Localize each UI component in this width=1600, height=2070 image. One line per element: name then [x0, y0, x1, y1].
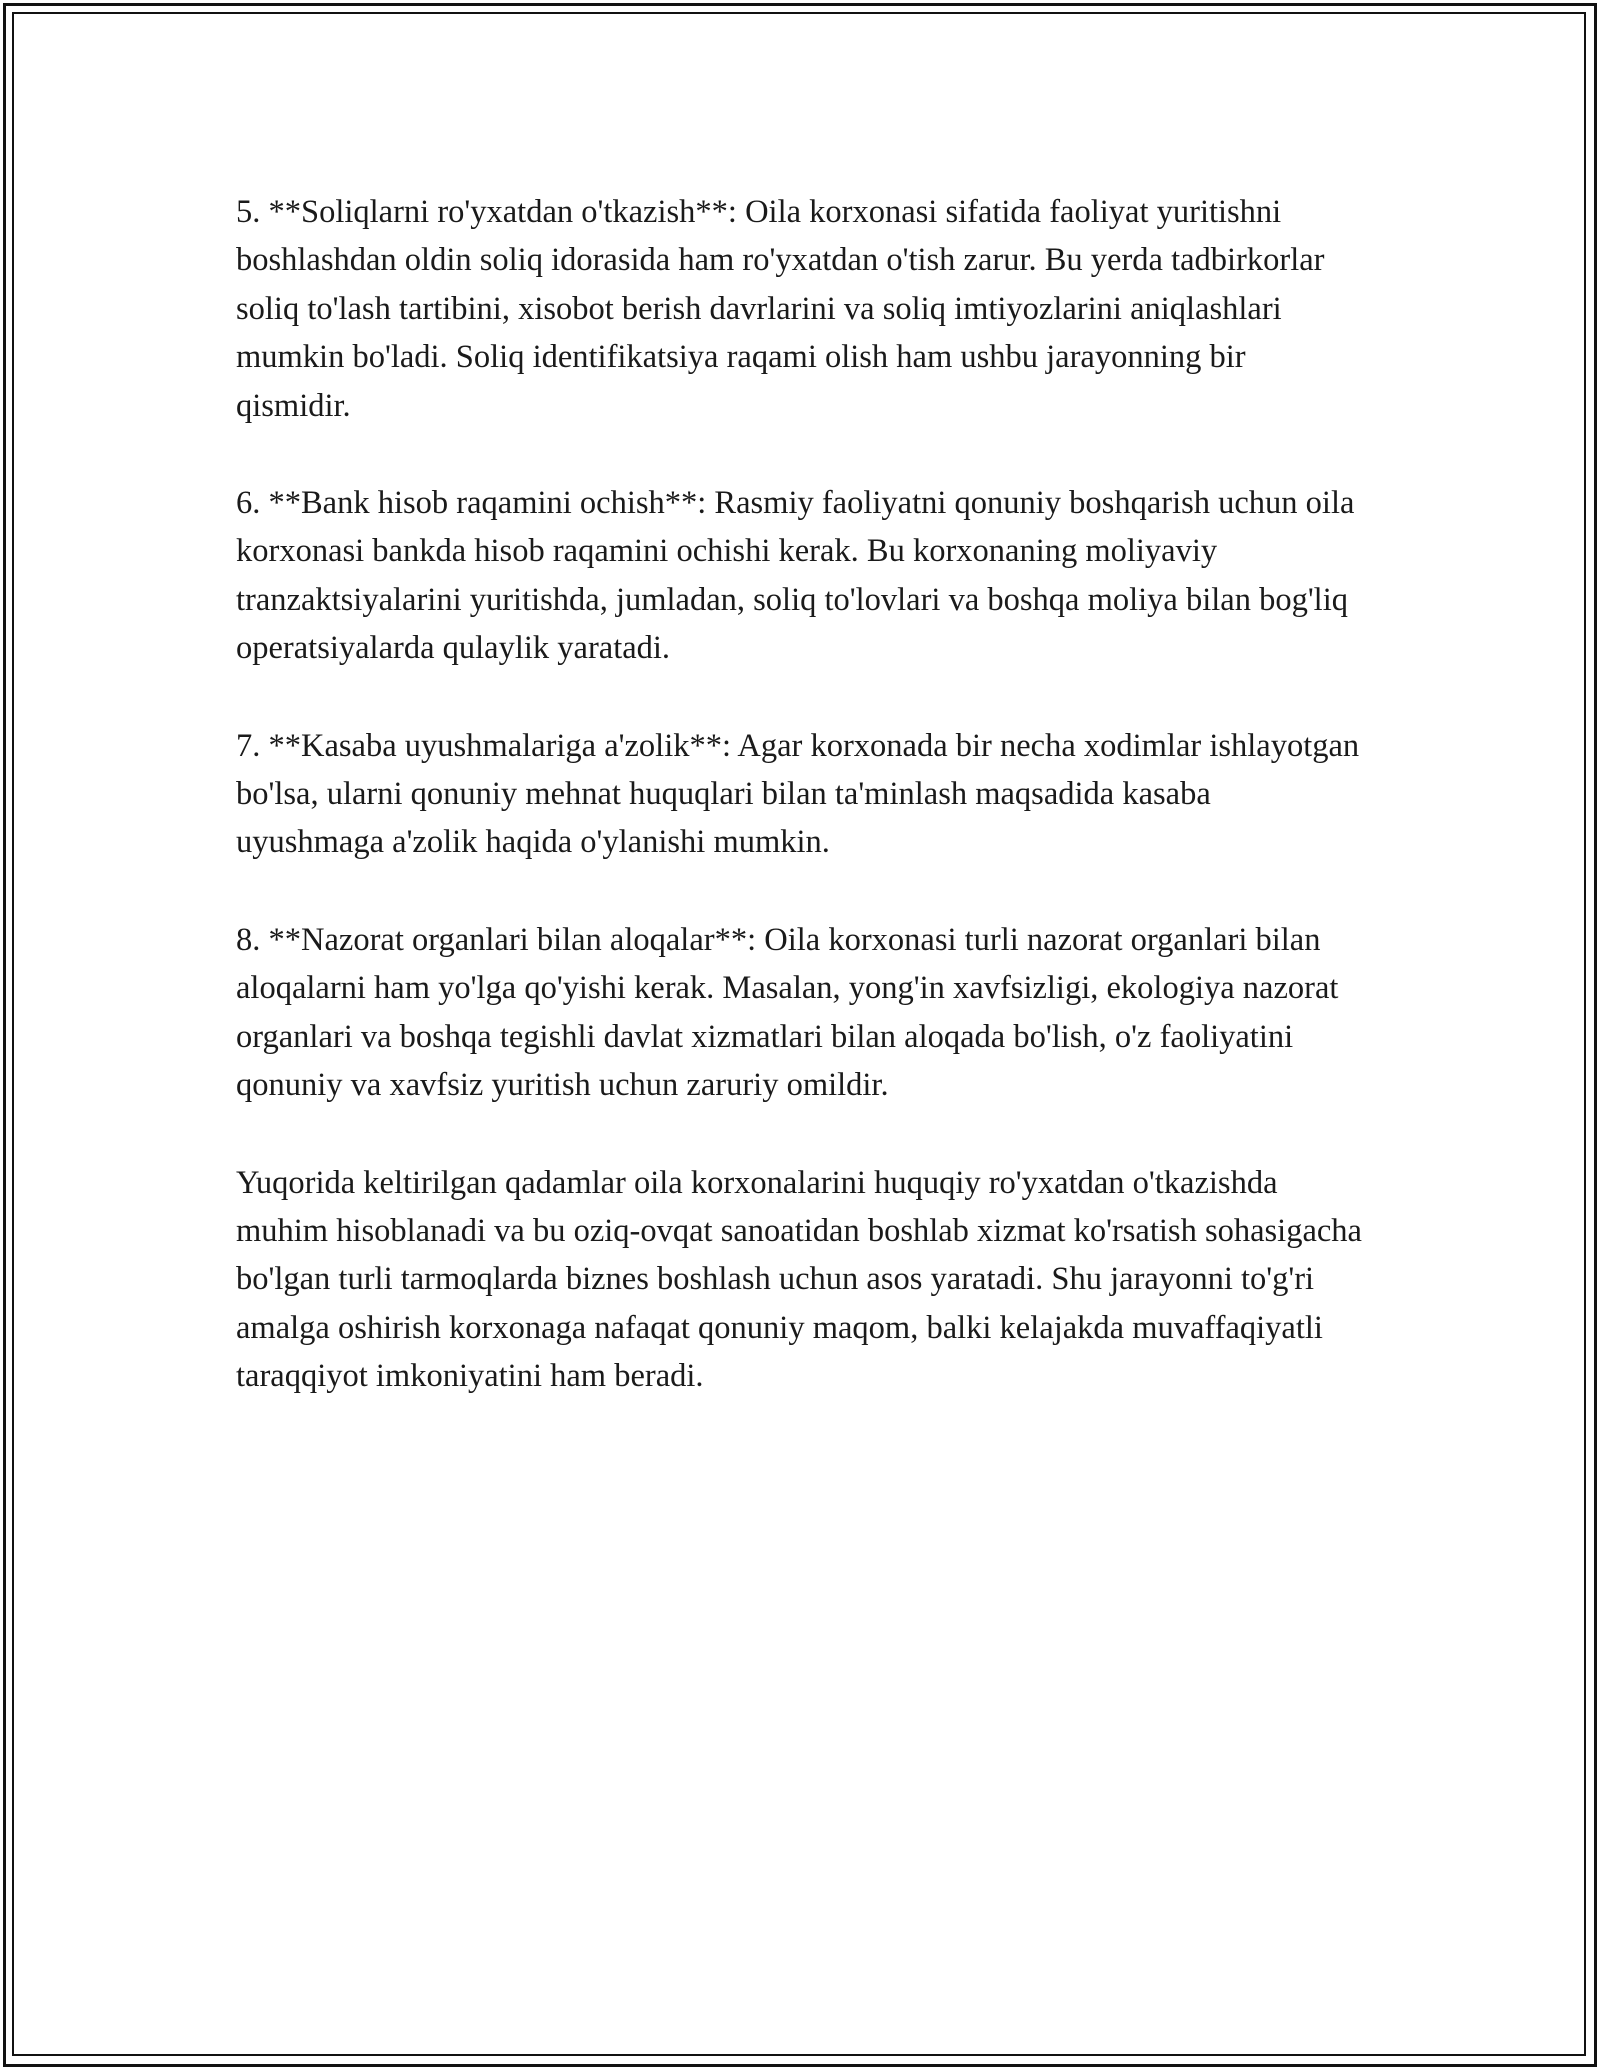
paragraph-trade-union: 7. **Kasaba uyushmalariga a'zolik**: Agar korxonada bir necha xodimlar ishlayotgan bo'lsa, ularni qonuniy mehnat huquqlari bilan ta'minlash maqsadida kasaba uyushmaga a'zolik haqida o'ylanishi mumkin.: [236, 727, 1360, 861]
paragraph-tax-registration: 5. **Soliqlarni ro'yxatdan o'tkazish**: Oila korxonasi sifatida faoliyat yuritishni boshlashdan oldin soliq idorasida ham ro'yxatdan o'tish zarur. Bu yerda tadbirkorlar soliq to'lash tartibini, xisobot berish davrlarini va soliq imtiyozlarini aniqlashlari mumkin bo'ladi. Soliq identifikatsiya raqami olish ham ushbu jarayonning bir qismidir.: [236, 194, 1325, 424]
paragraph-conclusion: Yuqorida keltirilgan qadamlar oila korxonalarini huquqiy ro'yxatdan o'tkazishda muhim hisoblanadi va bu oziq-ovqat sanoatidan boshlab xizmat ko'rsatish sohasigacha bo'lgan turli tarmoqlarda biznes boshlash uchun asos yaratadi. Shu jarayonni to'g'ri amalga oshirish korxonaga nafaqat qonuniy maqom, balki kelajakda muvaffaqiyatli taraqqiyot imkoniyatini ham beradi.: [236, 1164, 1362, 1395]
paragraph-bank-account: 6. **Bank hisob raqamini ochish**: Rasmiy faoliyatni qonuniy boshqarish uchun oila korxonasi bankda hisob raqamini ochishi kerak. Bu korxonaning moliyaviy tranzaktsiyalarini yuritishda, jumladan, soliq to'lovlari va boshqa moliya bilan bog'liq operatsiyalarda qulaylik yaratadi.: [236, 485, 1355, 667]
document-body: [236, 188, 1364, 1450]
paragraph-regulatory-bodies: 8. **Nazorat organlari bilan aloqalar**: Oila korxonasi turli nazorat organlari bilan aloqalarni ham yo'lga qo'yishi kerak. Masalan, yong'in xavfsizligi, ekologiya nazorat organlari va boshqa tegishli davlat xizmatlari bilan aloqada bo'lish, o'z faoliyatini qonuniy va xavfsiz yuritish uchun zaruriy omildir.: [236, 921, 1339, 1104]
